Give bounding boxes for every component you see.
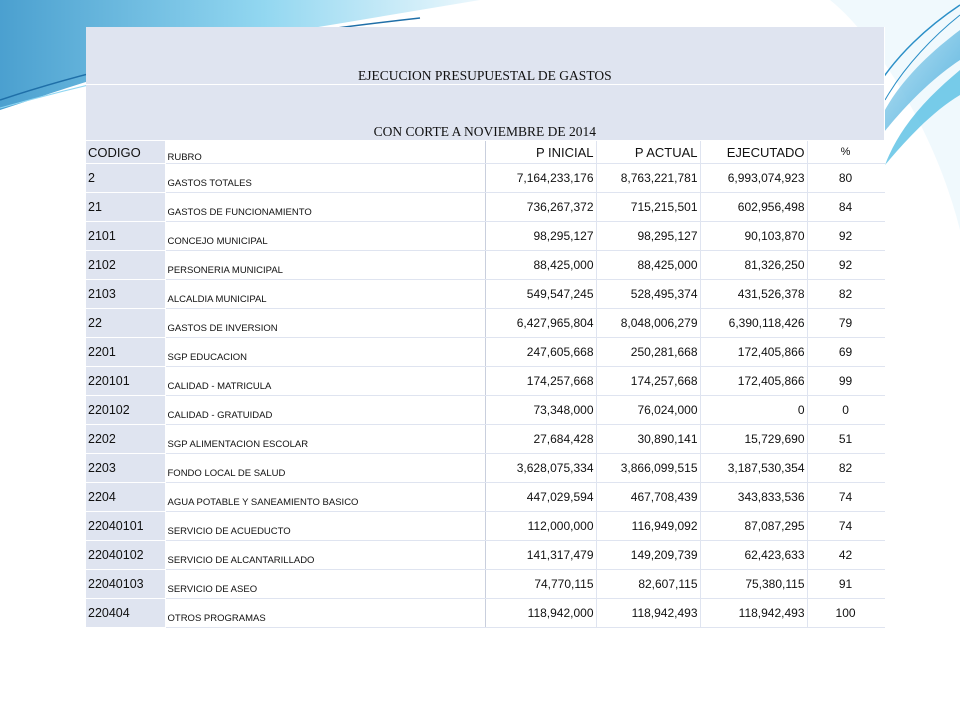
cell-p-actual: 467,708,439	[596, 483, 700, 512]
cell-pct: 84	[807, 193, 884, 222]
cell-pct: 74	[807, 512, 884, 541]
header-p-inicial: P INICIAL	[485, 141, 596, 164]
cell-pct: 99	[807, 367, 884, 396]
cell-rubro: SGP ALIMENTACION ESCOLAR	[165, 425, 485, 454]
cell-rubro: PERSONERIA MUNICIPAL	[165, 251, 485, 280]
table-row	[86, 251, 884, 280]
cell-p-inicial: 112,000,000	[485, 512, 596, 541]
cell-rubro: GASTOS DE FUNCIONAMIENTO	[165, 193, 485, 222]
cell-p-inicial: 118,942,000	[485, 599, 596, 628]
cell-p-actual: 8,048,006,279	[596, 309, 700, 338]
cell-pct: 79	[807, 309, 884, 338]
cell-p-inicial: 88,425,000	[485, 251, 596, 280]
cell-p-actual: 528,495,374	[596, 280, 700, 309]
cell-pct: 91	[807, 570, 884, 599]
cell-p-inicial: 247,605,668	[485, 338, 596, 367]
cell-rubro: SGP EDUCACION	[165, 338, 485, 367]
cell-ejecutado: 81,326,250	[700, 251, 807, 280]
cell-codigo: 2202	[86, 425, 165, 454]
table-row	[86, 164, 884, 193]
cell-ejecutado: 3,187,530,354	[700, 454, 807, 483]
cell-p-actual: 715,215,501	[596, 193, 700, 222]
cell-p-inicial: 174,257,668	[485, 367, 596, 396]
header-row	[86, 141, 884, 164]
cell-pct: 82	[807, 454, 884, 483]
cell-pct: 80	[807, 164, 884, 193]
cell-rubro: AGUA POTABLE Y SANEAMIENTO BASICO	[165, 483, 485, 512]
cell-codigo: 220102	[86, 396, 165, 425]
cell-codigo: 2203	[86, 454, 165, 483]
table-row	[86, 338, 884, 367]
cell-rubro: GASTOS TOTALES	[165, 164, 485, 193]
cell-ejecutado: 15,729,690	[700, 425, 807, 454]
table-row	[86, 367, 884, 396]
cell-rubro: SERVICIO DE ASEO	[165, 570, 485, 599]
header-codigo: CODIGO	[86, 141, 165, 164]
table-row	[86, 512, 884, 541]
cell-p-actual: 8,763,221,781	[596, 164, 700, 193]
table-row	[86, 599, 884, 628]
cell-rubro: CONCEJO MUNICIPAL	[165, 222, 485, 251]
cell-pct: 92	[807, 222, 884, 251]
cell-rubro: SERVICIO DE ALCANTARILLADO	[165, 541, 485, 570]
cell-codigo: 21	[86, 193, 165, 222]
cell-pct: 74	[807, 483, 884, 512]
cell-rubro: FONDO LOCAL DE SALUD	[165, 454, 485, 483]
table-row	[86, 193, 884, 222]
cell-pct: 92	[807, 251, 884, 280]
table-row	[86, 541, 884, 570]
cell-pct: 51	[807, 425, 884, 454]
cell-codigo: 220101	[86, 367, 165, 396]
cell-rubro: CALIDAD - MATRICULA	[165, 367, 485, 396]
cell-p-actual: 250,281,668	[596, 338, 700, 367]
cell-pct: 100	[807, 599, 884, 628]
budget-execution-table	[86, 27, 885, 628]
cell-p-inicial: 73,348,000	[485, 396, 596, 425]
cell-codigo: 2102	[86, 251, 165, 280]
cell-ejecutado: 172,405,866	[700, 367, 807, 396]
cell-p-inicial: 3,628,075,334	[485, 454, 596, 483]
cell-codigo: 2201	[86, 338, 165, 367]
table-title: EJECUCION PRESUPUESTAL DE GASTOS	[86, 27, 884, 85]
cell-ejecutado: 87,087,295	[700, 512, 807, 541]
cell-codigo: 220404	[86, 599, 165, 628]
header-pct: %	[807, 141, 884, 164]
cell-codigo: 22040102	[86, 541, 165, 570]
cell-p-actual: 88,425,000	[596, 251, 700, 280]
table-row	[86, 396, 884, 425]
cell-pct: 0	[807, 396, 884, 425]
cell-p-inicial: 27,684,428	[485, 425, 596, 454]
table-row	[86, 309, 884, 338]
cell-ejecutado: 343,833,536	[700, 483, 807, 512]
cell-codigo: 2103	[86, 280, 165, 309]
cell-p-actual: 149,209,739	[596, 541, 700, 570]
cell-codigo: 22	[86, 309, 165, 338]
cell-pct: 82	[807, 280, 884, 309]
cell-p-actual: 174,257,668	[596, 367, 700, 396]
cell-ejecutado: 431,526,378	[700, 280, 807, 309]
cell-p-inicial: 549,547,245	[485, 280, 596, 309]
table-row	[86, 280, 884, 309]
cell-codigo: 22040103	[86, 570, 165, 599]
cell-rubro: CALIDAD - GRATUIDAD	[165, 396, 485, 425]
header-rubro: RUBRO	[165, 141, 485, 164]
cell-rubro: OTROS PROGRAMAS	[165, 599, 485, 628]
cell-codigo: 2204	[86, 483, 165, 512]
cell-p-actual: 116,949,092	[596, 512, 700, 541]
header-ejecutado: EJECUTADO	[700, 141, 807, 164]
cell-ejecutado: 0	[700, 396, 807, 425]
cell-ejecutado: 62,423,633	[700, 541, 807, 570]
cell-codigo: 2	[86, 164, 165, 193]
cell-p-inicial: 141,317,479	[485, 541, 596, 570]
table-row	[86, 425, 884, 454]
cell-ejecutado: 172,405,866	[700, 338, 807, 367]
cell-rubro: ALCALDIA MUNICIPAL	[165, 280, 485, 309]
cell-p-inicial: 74,770,115	[485, 570, 596, 599]
cell-p-inicial: 7,164,233,176	[485, 164, 596, 193]
cell-ejecutado: 90,103,870	[700, 222, 807, 251]
cell-p-actual: 30,890,141	[596, 425, 700, 454]
cell-codigo: 2101	[86, 222, 165, 251]
cell-codigo: 22040101	[86, 512, 165, 541]
cell-ejecutado: 75,380,115	[700, 570, 807, 599]
cell-ejecutado: 602,956,498	[700, 193, 807, 222]
cell-p-actual: 82,607,115	[596, 570, 700, 599]
cell-p-inicial: 447,029,594	[485, 483, 596, 512]
table-row	[86, 570, 884, 599]
table-row	[86, 222, 884, 251]
table-row	[86, 483, 884, 512]
table-row	[86, 454, 884, 483]
cell-p-actual: 98,295,127	[596, 222, 700, 251]
cell-ejecutado: 6,390,118,426	[700, 309, 807, 338]
table-subtitle: CON CORTE A NOVIEMBRE DE 2014	[86, 85, 884, 141]
cell-p-actual: 118,942,493	[596, 599, 700, 628]
cell-p-actual: 3,866,099,515	[596, 454, 700, 483]
cell-p-inicial: 98,295,127	[485, 222, 596, 251]
cell-rubro: GASTOS DE INVERSION	[165, 309, 485, 338]
cell-ejecutado: 6,993,074,923	[700, 164, 807, 193]
cell-ejecutado: 118,942,493	[700, 599, 807, 628]
cell-p-inicial: 6,427,965,804	[485, 309, 596, 338]
cell-pct: 69	[807, 338, 884, 367]
header-p-actual: P ACTUAL	[596, 141, 700, 164]
cell-pct: 42	[807, 541, 884, 570]
cell-p-inicial: 736,267,372	[485, 193, 596, 222]
cell-rubro: SERVICIO DE ACUEDUCTO	[165, 512, 485, 541]
cell-p-actual: 76,024,000	[596, 396, 700, 425]
